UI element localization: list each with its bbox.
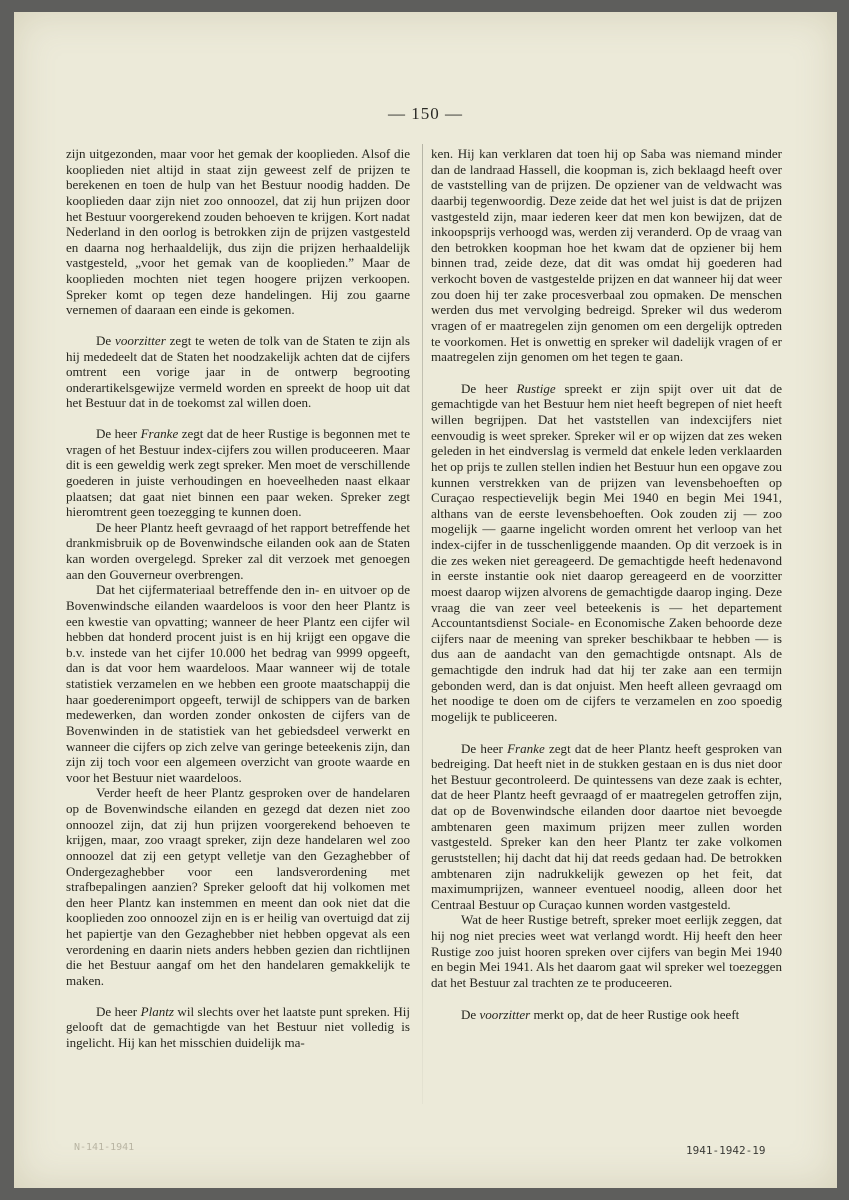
archive-code: 1941-1942-19 — [686, 1144, 766, 1157]
left-paragraph-6: Verder heeft de heer Plantz gesproken over de handelaren op de Bovenwindsche eilanden en gezegd dat dezen niet zoo onnoozel zijn, dat zij hun prijzen voorgerekend behoeven te krijgen, maar, zoo vraagt spreker, zijn deze handelaren wel zoo onnoozel dat zij een getypt velletje van den Gezaghebber of Ondergezaghebber voor een landsverordening met strafbepalingen aanzien? Spreker gelooft dat hij volkomen met den heer Plantz kan instemmen en meent dan ook niet dat die kooplieden zoo onnoozel zijn en is er heilig van overtuigd dat zij het papiertje van den Gezaghebber niet hebben opgevat als een verordening en daarin niets anders hebben gezien dan richtlijnen die het Bestuur aangaf om het den handelaren gemakkelijk te maken. — [66, 785, 410, 988]
left-paragraph-2 — [66, 333, 410, 411]
paragraph-prefix: De heer — [461, 740, 508, 756]
left-paragraph-7 — [66, 1004, 410, 1051]
paragraph-text: zegt dat de heer Rustige is begonnen met te vragen of het Bestuur index-cijfers zou willen produceeren. Maar dit is een geweldig werk zegt spreker. Men moet de verschillende goederen in juiste verhoudingen en hoeveelheden naast elkaar plaatsen; dat gaat niet binnen een paar weken. Spreker zegt hieromtrent geen toezegging te kunnen doen. — [66, 426, 410, 520]
right-paragraph-3 — [431, 741, 782, 913]
speaker-name: Franke — [507, 740, 545, 756]
left-paragraph-1: zijn uitgezonden, maar voor het gemak der kooplieden. Alsof die kooplieden niet altijd in staat zijn geweest zelf de prijzen te berekenen en toen de hulp van het Bestuur noodig hadden. De kooplieden daar zijn niet zoo onnoozel, dat zij hun prijzen door het Bestuur voorgerekend zouden behoeven te krijgen. Kort nadat Nederland in den oorlog is betrokken zijn de prijzen vastgesteld en daarna nog herhaaldelijk, dus zijn die prijzen herhaaldelijk vastgesteld, „voor het gemak van de kooplieden.” Maar de kooplieden mochten niet tegen hoogere prijzen verkoopen. Spreker komt op tegen deze handelingen. Hij zou gaarne vernemen of daaraan een einde is gekomen. — [66, 146, 410, 318]
paragraph-text: zegt dat de heer Plantz heeft gesproken van bedreiging. Dat heeft niet in de stukken gestaan en is dus niet door het Bestuur gecontroleerd. De quintessens van deze zaak is echter, dat de heer Plantz heeft gevraagd of er maatregelen getroffen zijn, dat op de Bovenwindsche eilanden door daartoe niet bevoegde ambtenaren geen maximum prijzen meer zullen worden vastgesteld. Spreker kan den heer Plantz ter zake volkomen geruststellen; hij dacht dat hij dat reeds gedaan had. De betrokken ambtenaren zijn nadrukkelijk gewezen op het feit, dat maximumprijzen, wanneer eventueel noodig, alleen door het Centraal Bestuur op Curaçao kunnen worden vastgesteld. — [431, 740, 782, 912]
paragraph-prefix: De heer — [461, 380, 517, 396]
paragraph-prefix: De heer — [96, 426, 141, 441]
column-divider — [422, 144, 423, 1104]
right-paragraph-2 — [431, 381, 782, 725]
left-paragraph-4: De heer Plantz heeft gevraagd of het rapport betreffende het drankmisbruik op de Bovenwindsche eilanden ook aan de Staten kan worden overgelegd. Spreker zal dit verzoek met genoegen aan den Gouverneur overbrengen. — [66, 519, 410, 582]
paragraph-prefix: De — [461, 1006, 480, 1022]
left-paragraph-5: Dat het cijfermateriaal betreffende den in- en uitvoer op de Bovenwindsche eilanden waardeloos is voor den heer Plantz is een kwestie van opvatting; wanneer de heer Plantz een cijfer wil hebben dat honderd procent juist is en hij krijgt een opgave die b.v. instede van het cijfer 10.000 het bedrag van 9999 opgeeft, dan is dat voor hem waardeloos. Maar wanneer wij de totale statistiek verzamelen en we hebben een groote maatschappij die haar goederenimport opgeeft, terwijl de schippers van de barken medewerken, dan worden zonder onkosten de cijfers van de Bovenwinden in de statistiek van het gebiedsdeel verwerkt en wanneer die cijfers op zich zelve van geringe beteekenis zijn, dan zijn zij toch voor een algemeen overzicht van groote waarde en voor het Bestuur niet waardeloos. — [66, 582, 410, 785]
paragraph-prefix: De heer — [96, 1003, 141, 1019]
left-paragraph-3 — [66, 426, 410, 520]
paragraph-prefix: De — [96, 332, 116, 348]
right-paragraph-5 — [431, 1007, 782, 1023]
paragraph-text: wil slechts over het laatste punt spreken. Hij gelooft dat de gemachtigde van het Bestuur niet volledig is ingelicht. Hij kan het misschien duidelijk ma- — [66, 1003, 410, 1050]
page-number: — 150 — — [388, 104, 463, 123]
right-column — [431, 146, 782, 1022]
paragraph-text: spreekt er zijn spijt over uit dat de gemachtigde van het Bestuur hem niet heeft begrepen of niet heeft willen begrijpen. Dat het vaststellen van indexcijfers niet eenvoudig is weet spreker. Spreker wil er op wijzen dat zes weken geleden in het eindverslag is vermeld dat enkele leden verklaarden het op prijs te zullen stellen indien het Bestuur hun een opgave zou kunnen verstrekken van de prijzen van levensbehoeften op Curaçao respectievelijk begin Mei 1940 en begin Mei 1941, althans van de eerste levensbehoeften. Ook zouden zij — zoo mogelijk — gaarne ingelicht worden omrent het verloop van het index-cijfer in de tusschenliggende maanden. Op dit verzoek is in die zes weken niet gereageerd. De gemachtigde heeft hedenavond in eerste instantie ook niet daarop gereageerd en de voorzitter moest daarop wijzen alvorens de gemachtigde daarop inging. Deze vraag die van zeer veel beteekenis is — het departement Accountantsdienst Sociale- en Economische Zaken behoorde deze cijfers naar de meening van spreker beschikbaar te hebben — is dus aan de aandacht van den gemachtigde ontsnapt. Als de gemachtigde den indruk had dat hij ter zake aan een termijn gebonden werd, dan is dat onjuist. Men heeft alleen gevraagd om het noodige te doen om de cijfers te verzamelen en zoo spoedig mogelijk te publiceeren. — [431, 380, 783, 724]
document-page — [14, 12, 837, 1188]
speaker-name: voorzitter — [479, 1006, 531, 1022]
speaker-name: voorzitter — [115, 332, 166, 348]
right-paragraph-4: Wat de heer Rustige betreft, spreker moet eerlijk zeggen, dat hij nog niet precies weet wat verlangd wordt. Hij heeft den heer Rustige zoo juist hooren spreken over cijfers van begin Mei 1940 en begin Mei 1941. Als het daarom gaat wil spreker wel toezeggen dat het Bestuur zal trachten ze te produceeren. — [431, 912, 782, 990]
left-column — [66, 146, 410, 1050]
speaker-name: Franke — [140, 426, 179, 441]
faded-stamp: N-141-1941 — [74, 1142, 135, 1153]
paragraph-text: merkt op, dat de heer Rustige ook heeft — [530, 1006, 740, 1022]
speaker-name: Plantz — [140, 1003, 174, 1019]
right-paragraph-1: ken. Hij kan verklaren dat toen hij op Saba was niemand minder dan de landraad Hassell, die koopman is, zich beklaagd heeft over de vaststelling van de prijzen. De opziener van de veldwacht was daarbij tegenwoordig. Deze zeide dat het wel juist is dat de prijzen vastgesteld zijn, maar iederen keer dat men kon bewijzen, dat de inkoopsprijs verhoogd was, werden zij veranderd. Op de vraag van den betrokken koopman hoe het kwam dat de opziener bij hem binnen trad, zeide deze, dat dit was omdat hij goederen had verkocht boven de vastgestelde prijzen en dat wanneer hij dat weer zou doen hij ter zake procesverbaal zou opmaken. De menschen werden dus met vervolging bedreigd. Spreker wil dus wederom vragen of er maatregelen zijn genomen om een dergelijk optreden te voorkomen. Het is onwettig en spreker wil dadelijk vragen of er maatregelen zijn genomen om het tegen te gaan. — [431, 146, 782, 365]
paragraph-text: zegt te weten de tolk van de Staten te zijn als hij mededeelt dat de Staten het noodzakelijk achten dat de cijfers omtrent een vorige jaar in de ontwerp begrooting onderartikelsgewijze vermeld worden en spreekt de hoop uit dat het Bestuur dat in de toekomst zal willen doen. — [66, 332, 410, 411]
speaker-name: Rustige — [516, 380, 556, 396]
